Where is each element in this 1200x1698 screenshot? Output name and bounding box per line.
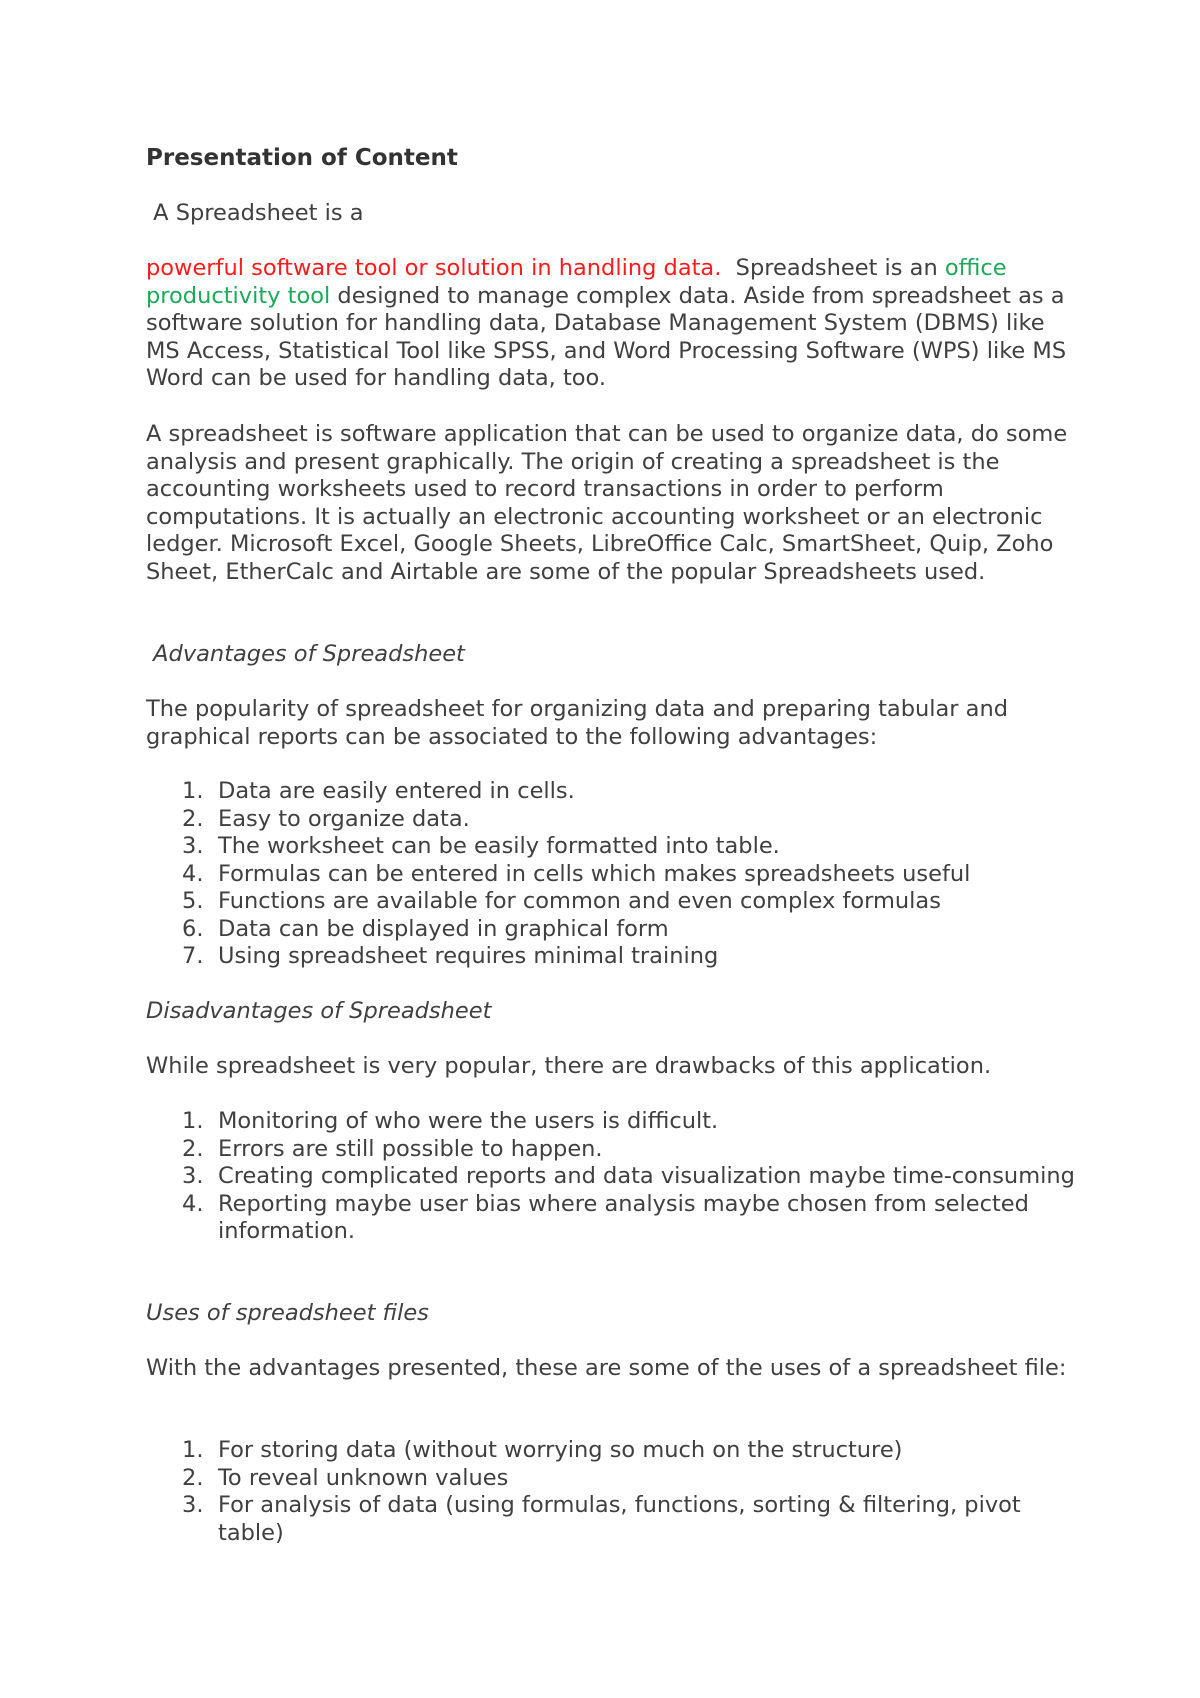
spreadsheet-paragraph: A spreadsheet is software application that can be used to organize data, do some analysis and present graphically. The origin of creating a spreadsheet is the accounting worksheets used to record transactions in order to perform computations. It is actually an electronic accounting worksheet or an electronic ledger. Microsoft Excel, Google Sheets, LibreOffice Calc, SmartSheet, Quip, Zoho Sheet, EtherCalc and Airtable are some of the popular Spreadsheets used. — [146, 421, 1068, 585]
list-item — [182, 833, 1138, 861]
list-number: 7. — [182, 943, 204, 969]
list-item — [182, 778, 1138, 806]
list-item-text: Functions are available for common and even complex formulas — [218, 888, 941, 914]
list-item — [182, 888, 1138, 916]
list-item-text: For storing data (without worrying so much on the structure) — [218, 1437, 903, 1463]
list-number: 2. — [182, 1464, 204, 1491]
list-item — [182, 1135, 1078, 1164]
list-item-text: Easy to organize data. — [218, 805, 470, 832]
list-item-text: Data can be displayed in graphical form — [218, 915, 669, 942]
list-number: 6. — [182, 915, 204, 942]
disadvantages-intro: While spreadsheet is very popular, there are drawbacks of this application. — [146, 1053, 992, 1079]
list-item-text: Reporting maybe user bias where analysis maybe chosen from selected information. — [218, 1190, 1029, 1244]
list-item — [182, 1437, 1078, 1465]
list-number: 5. — [182, 888, 204, 914]
list-item-text: For analysis of data (using formulas, functions, sorting & filtering, pivot table) — [218, 1492, 1021, 1546]
list-number: 4. — [182, 1190, 204, 1217]
list-number: 3. — [182, 1492, 204, 1518]
list-item-text: Errors are still possible to happen. — [218, 1135, 603, 1162]
list-number: 3. — [182, 833, 204, 859]
list-item — [182, 1464, 1078, 1493]
definition-rest-text: designed to manage complex data. Aside from spreadsheet as a software solution for handling data, Database Management System (DBMS) like MS Access, Statistical Tool like SPSS, and Word Processing Software (WPS) like MS Word can be used for handling data, too. — [146, 282, 1067, 391]
definition-mid-text: Spreadsheet is an — [721, 255, 945, 281]
advantages-list — [146, 778, 1138, 971]
list-item — [182, 1492, 1078, 1547]
advantages-intro: The popularity of spreadsheet for organizing data and preparing tabular and graphical reports can be associated to the following advantages: — [146, 696, 1009, 750]
list-number: 4. — [182, 860, 204, 887]
list-item-text: Formulas can be entered in cells which makes spreadsheets useful — [218, 860, 971, 887]
list-item-text: Monitoring of who were the users is difficult. — [218, 1108, 719, 1134]
page-title: Presentation of Content — [146, 145, 458, 171]
list-item-text: The worksheet can be easily formatted into table. — [218, 833, 780, 859]
list-item — [182, 943, 1138, 971]
definition-highlight-red: powerful software tool or solution in handling data. — [146, 255, 722, 281]
list-number: 2. — [182, 1135, 204, 1162]
list-item — [182, 915, 1138, 944]
list-number: 1. — [182, 778, 204, 804]
list-item-text: Creating complicated reports and data visualization maybe time-consuming — [218, 1163, 1075, 1189]
definition-paragraph — [146, 255, 1076, 393]
list-item — [182, 1190, 1078, 1246]
disadvantages-list — [146, 1108, 1078, 1246]
uses-list — [146, 1437, 1078, 1547]
list-item-text: Using spreadsheet requires minimal training — [218, 943, 719, 969]
list-item-text: To reveal unknown values — [218, 1464, 509, 1491]
list-item-text: Data are easily entered in cells. — [218, 778, 575, 804]
advantages-heading: Advantages of Spreadsheet — [146, 641, 465, 667]
list-item — [182, 1163, 1078, 1191]
list-number: 2. — [182, 805, 204, 832]
disadvantages-heading: Disadvantages of Spreadsheet — [146, 998, 492, 1024]
uses-intro: With the advantages presented, these are some of the uses of a spreadsheet file: — [146, 1355, 1067, 1381]
list-number: 1. — [182, 1108, 204, 1134]
list-number: 1. — [182, 1437, 204, 1463]
uses-heading: Uses of spreadsheet files — [146, 1300, 429, 1326]
list-item — [182, 805, 1138, 834]
list-item — [182, 860, 1138, 889]
intro-line: A Spreadsheet is a — [146, 200, 364, 226]
definition-highlight-green: office productivity tool — [146, 255, 1007, 309]
list-number: 3. — [182, 1163, 204, 1189]
list-item — [182, 1108, 1078, 1136]
